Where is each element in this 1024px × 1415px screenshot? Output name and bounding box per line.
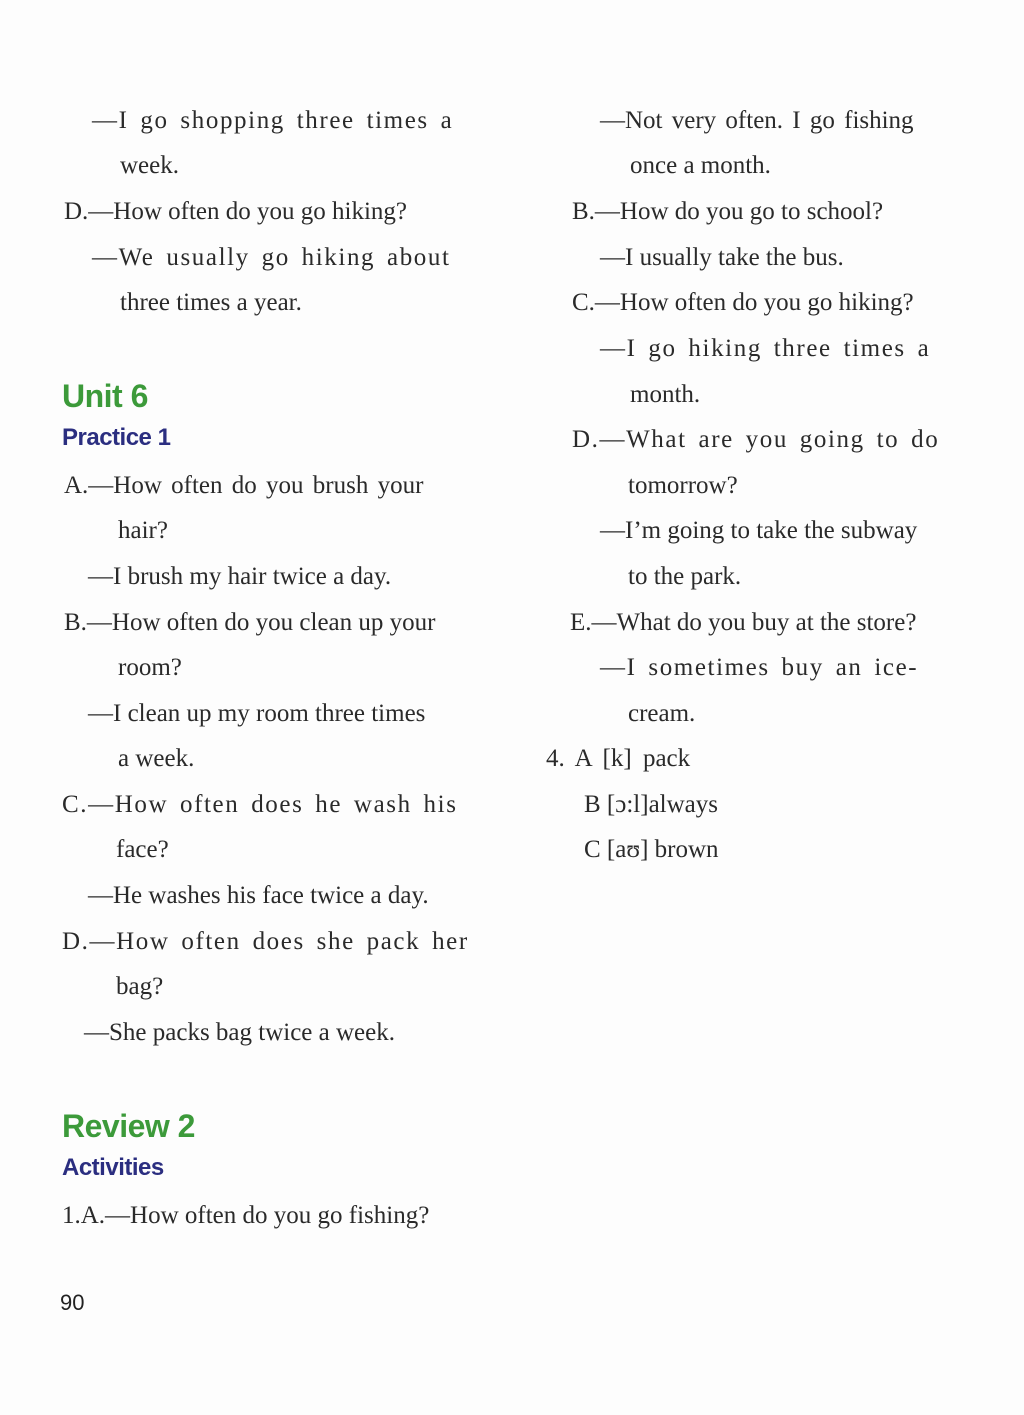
- text-line: 1.A.—How often do you go fishing?: [62, 1202, 430, 1229]
- text-line: room?: [118, 654, 182, 681]
- page-number: 90: [60, 1290, 85, 1315]
- text-line: D.—What are you going to do: [572, 426, 940, 453]
- text-line: B [ɔ:l]always: [584, 791, 718, 818]
- text-line: —I sometimes buy an ice-: [600, 654, 919, 681]
- text-line: —We usually go hiking about: [92, 244, 451, 271]
- text-line: —I brush my hair twice a day.: [88, 563, 392, 590]
- text-line: bag?: [116, 973, 164, 1000]
- text-line: B.—How do you go to school?: [572, 198, 884, 225]
- text-line: to the park.: [628, 563, 742, 590]
- text-line: D.—How often does she pack her: [62, 928, 469, 955]
- text-line: —I usually take the bus.: [600, 244, 844, 271]
- text-line: face?: [116, 836, 169, 863]
- review-heading: Review 2: [62, 1108, 195, 1144]
- text-line: C [aʊ] brown: [584, 836, 719, 863]
- practice-subheading: Practice 1: [62, 424, 171, 451]
- text-line: —I go shopping three times a: [92, 107, 454, 134]
- text-line: —He washes his face twice a day.: [88, 882, 429, 909]
- text-line: C.—How often does he wash his: [62, 791, 458, 818]
- unit-heading: Unit 6: [62, 378, 148, 414]
- text-line: —Not very often. I go fishing: [600, 107, 914, 134]
- text-line: —I go hiking three times a: [600, 335, 931, 362]
- text-line: C.—How often do you go hiking?: [572, 289, 914, 316]
- text-line: hair?: [118, 517, 168, 544]
- activities-subheading: Activities: [62, 1154, 164, 1181]
- text-line: cream.: [628, 700, 696, 727]
- text-line: B.—How often do you clean up your: [64, 609, 436, 636]
- text-line: A.—How often do you brush your: [64, 472, 424, 499]
- text-line: D.—How often do you go hiking?: [64, 198, 408, 225]
- text-line: —I clean up my room three times: [88, 700, 426, 727]
- text-line: 4. A [k] pack: [546, 745, 691, 772]
- text-line: —She packs bag twice a week.: [84, 1019, 395, 1046]
- text-line: tomorrow?: [628, 472, 738, 499]
- text-line: a week.: [118, 745, 195, 772]
- text-line: three times a year.: [120, 289, 302, 316]
- text-line: week.: [120, 152, 179, 179]
- text-line: month.: [630, 381, 701, 408]
- text-line: E.—What do you buy at the store?: [570, 609, 917, 636]
- text-line: once a month.: [630, 152, 771, 179]
- text-line: —I’m going to take the subway: [600, 517, 918, 544]
